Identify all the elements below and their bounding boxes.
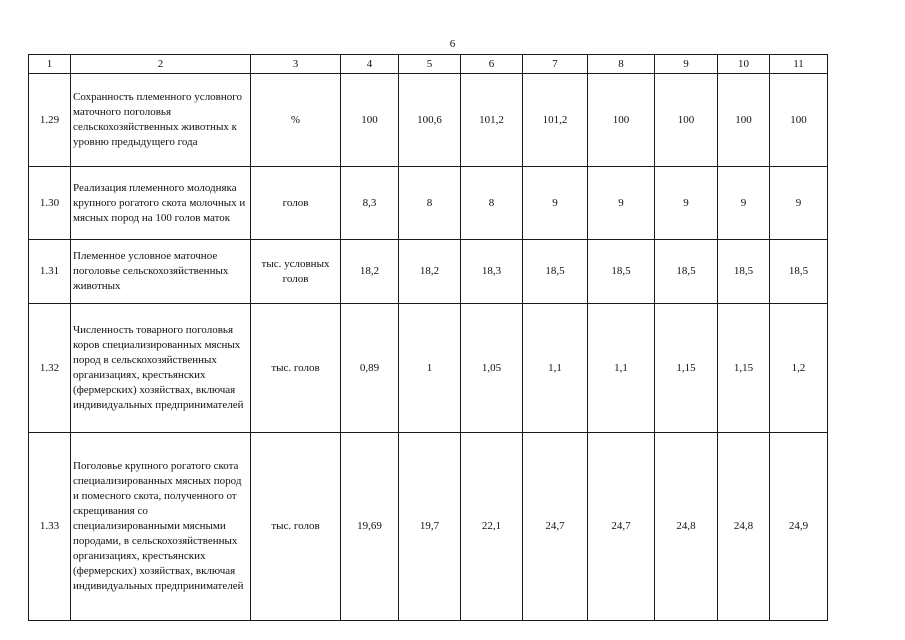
value-cell: 18,2	[399, 240, 461, 304]
table-body	[29, 55, 828, 621]
value-cell: 1	[399, 304, 461, 433]
row-id-cell: 1.30	[29, 167, 71, 240]
value-cell: 8,3	[341, 167, 399, 240]
indicator-name-cell: Поголовье крупного рогатого скота специализированных мясных пород и помесного скота, полученного от скрещивания со специализированными мясными породами, в сельскохозяйственных организациях, крестьянских (фермерских) хозяйствах, включая индивидуальных предпринимателей	[71, 433, 251, 621]
value-cell: 1,1	[523, 304, 588, 433]
value-cell: 9	[718, 167, 770, 240]
header-cell: 9	[655, 55, 718, 74]
indicator-table	[28, 54, 828, 621]
value-cell: 9	[770, 167, 828, 240]
row-id-cell: 1.31	[29, 240, 71, 304]
value-cell: 19,7	[399, 433, 461, 621]
value-cell: 100	[718, 74, 770, 167]
header-cell: 11	[770, 55, 828, 74]
unit-cell: тыс. голов	[251, 304, 341, 433]
header-cell: 6	[461, 55, 523, 74]
value-cell: 100	[588, 74, 655, 167]
header-cell: 5	[399, 55, 461, 74]
header-cell: 8	[588, 55, 655, 74]
indicator-name-cell: Сохранность племенного условного маточного поголовья сельскохозяйственных животных к уровню предыдущего года	[71, 74, 251, 167]
value-cell: 18,5	[523, 240, 588, 304]
row-id-cell: 1.32	[29, 304, 71, 433]
row-id-cell: 1.33	[29, 433, 71, 621]
page-number: 6	[449, 38, 456, 50]
row-id-cell: 1.29	[29, 74, 71, 167]
value-cell: 9	[523, 167, 588, 240]
unit-cell: тыс. голов	[251, 433, 341, 621]
table-row	[29, 304, 828, 433]
table-row	[29, 74, 828, 167]
value-cell: 18,5	[588, 240, 655, 304]
value-cell: 19,69	[341, 433, 399, 621]
header-cell: 3	[251, 55, 341, 74]
indicator-name-cell: Племенное условное маточное поголовье сельскохозяйственных животных	[71, 240, 251, 304]
value-cell: 18,5	[770, 240, 828, 304]
indicator-name-cell: Численность товарного поголовья коров специализированных мясных пород в сельскохозяйственных организациях, крестьянских (фермерских) хозяйствах, включая индивидуальных предпринимателей	[71, 304, 251, 433]
header-cell: 4	[341, 55, 399, 74]
value-cell: 0,89	[341, 304, 399, 433]
unit-cell: %	[251, 74, 341, 167]
table-row	[29, 167, 828, 240]
header-cell: 10	[718, 55, 770, 74]
value-cell: 1,15	[655, 304, 718, 433]
value-cell: 18,5	[655, 240, 718, 304]
unit-cell: тыс. условных голов	[251, 240, 341, 304]
value-cell: 18,5	[718, 240, 770, 304]
value-cell: 1,1	[588, 304, 655, 433]
value-cell: 24,7	[588, 433, 655, 621]
value-cell: 100	[770, 74, 828, 167]
value-cell: 1,05	[461, 304, 523, 433]
value-cell: 18,3	[461, 240, 523, 304]
value-cell: 9	[588, 167, 655, 240]
value-cell: 101,2	[523, 74, 588, 167]
header-cell: 2	[71, 55, 251, 74]
unit-cell: голов	[251, 167, 341, 240]
table-header-row	[29, 55, 828, 74]
header-cell: 1	[29, 55, 71, 74]
indicator-name-cell: Реализация племенного молодняка крупного рогатого скота молочных и мясных пород на 100 голов маток	[71, 167, 251, 240]
value-cell: 9	[655, 167, 718, 240]
value-cell: 1,15	[718, 304, 770, 433]
value-cell: 101,2	[461, 74, 523, 167]
value-cell: 24,8	[655, 433, 718, 621]
value-cell: 24,8	[718, 433, 770, 621]
value-cell: 8	[399, 167, 461, 240]
table-row	[29, 433, 828, 621]
value-cell: 8	[461, 167, 523, 240]
header-cell: 7	[523, 55, 588, 74]
value-cell: 24,7	[523, 433, 588, 621]
value-cell: 24,9	[770, 433, 828, 621]
value-cell: 100,6	[399, 74, 461, 167]
value-cell: 100	[341, 74, 399, 167]
value-cell: 18,2	[341, 240, 399, 304]
table-row	[29, 240, 828, 304]
value-cell: 22,1	[461, 433, 523, 621]
value-cell: 1,2	[770, 304, 828, 433]
value-cell: 100	[655, 74, 718, 167]
